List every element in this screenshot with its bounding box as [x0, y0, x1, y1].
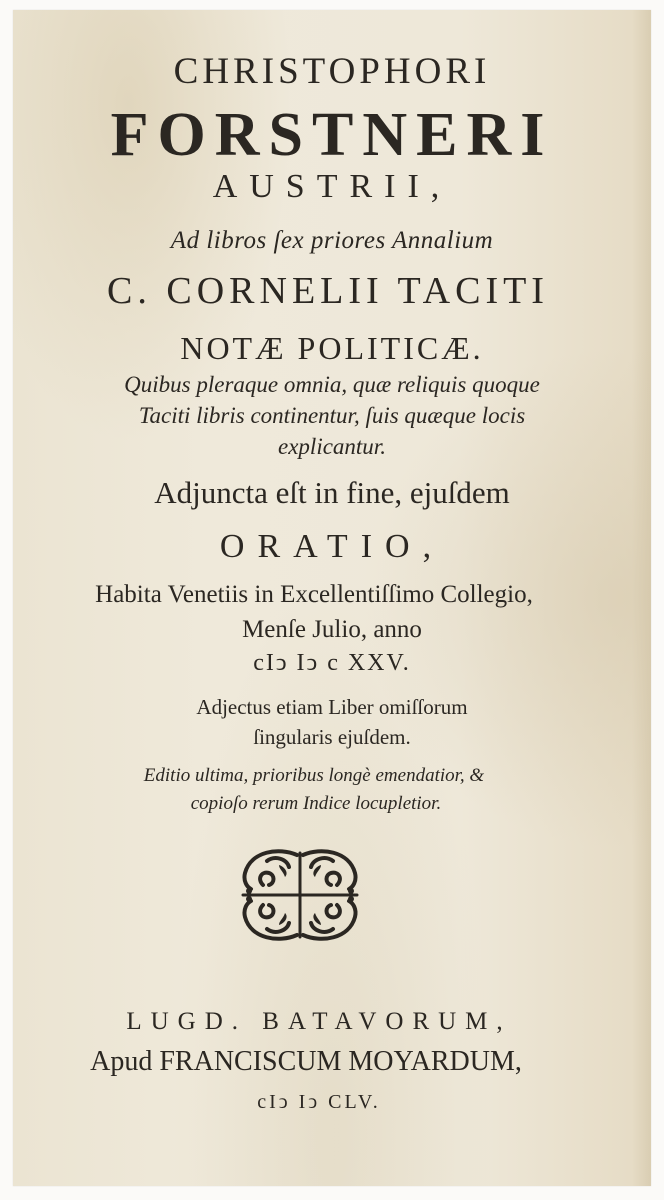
printers-fleuron-ornament-icon: [239, 845, 361, 945]
imprint-year: cIↄ Iↄ CLV.: [257, 1091, 381, 1113]
description-line-2: Taciti libris continentur, ſuis quæque locis: [138, 403, 526, 428]
description-line-1: Quibus pleraque omnia, quæ reliquis quoque: [124, 372, 540, 397]
oratio-line-2: Menſe Julio, anno: [242, 616, 422, 643]
author-first-name: CHRISTOPHORI: [173, 51, 491, 92]
oratio-line-1: Habita Venetiis in Excellentiſſimo Collegio,: [95, 581, 533, 608]
imprint-place: LUGD. BATAVORUM,: [126, 1008, 512, 1035]
additional-line-2: ſingularis ejuſdem.: [253, 725, 411, 749]
additional-line-1: Adjectus etiam Liber omiſſorum: [196, 695, 468, 719]
description-line-3: explicantur.: [278, 434, 386, 459]
subtitle-intro: Ad libros ſex priores Annalium: [170, 227, 494, 254]
edition-line-2: copioſo rerum Indice locupletior.: [190, 793, 442, 814]
author-origin: AUSTRII,: [212, 168, 452, 205]
appendix-intro: Adjuncta eſt in fine, ejuſdem: [154, 475, 510, 510]
work-title: NOTÆ POLITICÆ.: [180, 330, 484, 366]
subject-name: C. CORNELII TACITI: [107, 270, 549, 312]
imprint-publisher: Apud FRANCISCUM MOYARDUM,: [90, 1046, 522, 1077]
oratio-year: cIↄ Iↄ c XXV.: [253, 650, 411, 676]
author-last-name: FORSTNERI: [110, 101, 554, 169]
edition-line-1: Editio ultima, prioribus longè emendatior, &: [143, 765, 485, 786]
oratio-heading: ORATIO,: [219, 528, 445, 565]
title-page: [13, 10, 651, 1186]
